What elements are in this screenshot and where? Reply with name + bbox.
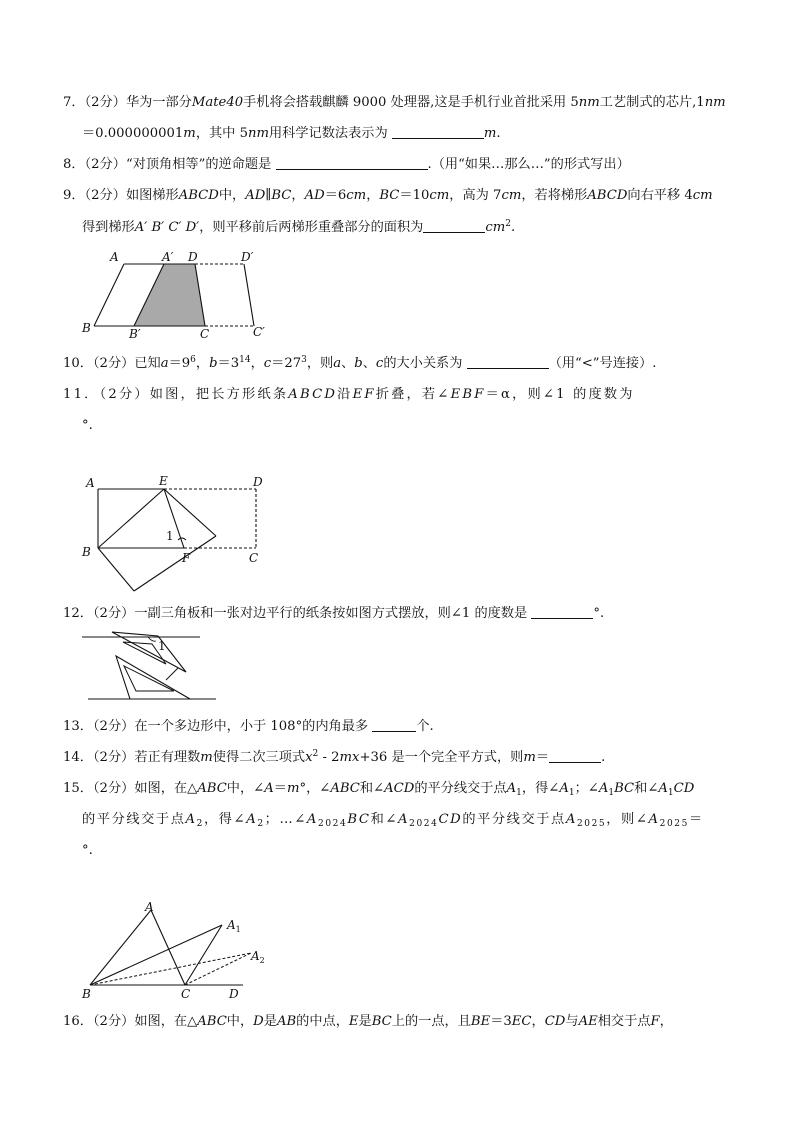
- answer-blank[interactable]: [423, 218, 485, 233]
- label-B-prime: B′: [129, 327, 141, 341]
- overlap-edge: [166, 668, 178, 680]
- question-number: 16．: [63, 1014, 93, 1029]
- question-15-line-3: °.: [82, 843, 93, 858]
- label-D-prime: D′: [241, 250, 254, 264]
- answer-blank[interactable]: [392, 124, 484, 139]
- question-7-line-2: ＝0.000000001m，其中 5nm用科学记数法表示为 m.: [82, 126, 501, 141]
- answer-blank[interactable]: [467, 354, 549, 369]
- trapezoid-translation-figure: [78, 246, 278, 342]
- label-D: D: [253, 475, 263, 489]
- label-C: C: [249, 551, 259, 565]
- label-C-prime: C′: [253, 325, 265, 339]
- label-D: D: [188, 250, 198, 264]
- question-score: （2分）: [92, 781, 135, 796]
- segment-BA1: [90, 925, 222, 985]
- segment-BA2: [90, 953, 251, 985]
- label-B: B: [82, 987, 91, 1001]
- question-score: （2分）: [84, 157, 126, 172]
- label-F: F: [182, 551, 191, 565]
- angle-1-arc: [178, 538, 186, 540]
- question-number: 13．: [63, 719, 93, 734]
- question-13: 13．（2分）在一个多边形中，小于 108°的内角最多 个.: [63, 719, 434, 734]
- label-D: D: [229, 987, 239, 1001]
- angle-1-label: 1: [158, 639, 166, 653]
- answer-blank[interactable]: [531, 604, 593, 619]
- folded-strip-figure: [78, 470, 278, 598]
- segment-AC: [151, 910, 185, 985]
- segment-BA: [90, 910, 151, 985]
- question-score: （2分）: [92, 719, 135, 734]
- question-number: 15．: [63, 781, 93, 796]
- angle-bisector-figure: [78, 898, 278, 1004]
- label-E: E: [159, 474, 168, 488]
- label-A-prime: A′: [162, 250, 174, 264]
- question-11-line-1: 11．（2分）如图，把长方形纸条ABCD沿EF折叠，若∠EBF＝α，则∠1 的度数为: [63, 387, 635, 402]
- folded-edge-left: [98, 548, 134, 591]
- question-score: （2分）: [84, 188, 126, 203]
- set-squares-figure: [82, 628, 222, 704]
- folded-edge-bottom: [134, 536, 216, 591]
- question-10: 10．（2分）已知$a=9^6$，$b=3^{14}$，$c=27^3$，则a、b、c的大小关系为 （用“<”号连接）.: [63, 355, 657, 371]
- question-15-line-2: 的平分线交于点$A_2$，得$\angle A_2$；$\dots\angle A_{2024}BC$和$\angle A_{2024}CD$的平分线交于点$A_{2025}$，则$\angle A_{2025}=$: [82, 812, 704, 829]
- label-B: B: [82, 545, 91, 559]
- segment-EB: [98, 489, 164, 548]
- question-score: （2分）: [92, 606, 135, 621]
- question-score: （2分）: [99, 387, 150, 402]
- answer-blank[interactable]: [276, 155, 428, 170]
- label-A: A: [145, 900, 154, 914]
- angle-1-label: 1: [166, 529, 174, 543]
- angle-1-arc: [148, 637, 156, 641]
- label-A1: $A_1$: [227, 918, 241, 934]
- question-9-line-2: 得到梯形A′ B′ C′ D′，则平移前后两梯形重叠部分的面积为 $cm^2$.: [82, 219, 516, 235]
- answer-blank[interactable]: [549, 748, 601, 763]
- question-score: （2分）: [92, 750, 135, 765]
- question-number: 9．: [63, 188, 85, 203]
- question-7-line-1: 7．（2分）华为一部分Mate40手机将会搭载麒麟 9000 处理器,这是手机行业首批采用 5nm工艺制式的芯片,1nm: [63, 95, 726, 110]
- question-12: 12．（2分）一副三角板和一张对边平行的纸条按如图方式摆放，则∠1 的度数是 °.: [63, 606, 605, 621]
- set-square-45-inner: [124, 666, 174, 691]
- question-9-line-1: 9．（2分）如图梯形ABCD中，AD∥BC，AD＝6cm，BC＝10cm，高为 7cm，若将梯形ABCD向右平移 4cm: [63, 188, 713, 203]
- segment-D1C1: [244, 264, 254, 326]
- label-A: A: [110, 250, 119, 264]
- question-14: 14．（2分）若正有理数m使得二次三项式$x^2 - 2mx+36$ 是一个完全平方式，则m＝ .: [63, 749, 606, 765]
- segment-AB: [94, 264, 124, 326]
- question-score: （2分）: [92, 356, 135, 371]
- label-C: C: [181, 987, 191, 1001]
- answer-blank[interactable]: [372, 717, 416, 732]
- question-number: 8．: [63, 157, 85, 172]
- label-A: A: [86, 476, 95, 490]
- question-number: 11．: [63, 387, 100, 402]
- question-score: （2分）: [84, 95, 126, 110]
- overlap-shaded-region: [134, 264, 205, 326]
- label-C: C: [200, 327, 210, 341]
- question-number: 12．: [63, 606, 93, 621]
- question-11-line-2: °.: [82, 418, 93, 433]
- question-15-line-1: 15．（2分）如图，在△ABC中，∠A＝m°，∠ABC和∠ACD的平分线交于点$A_1$，得$\angle A_1$；$\angle A_1BC$和$\angle A_1CD$: [63, 781, 695, 798]
- question-number: 10．: [63, 356, 93, 371]
- question-8: 8．（2分）“对顶角相等”的逆命题是 .（用“如果…那么…”的形式写出）: [63, 157, 630, 172]
- question-score: （2分）: [92, 1014, 135, 1029]
- question-16: 16．（2分）如图，在△ABC中，D是AB的中点，E是BC上的一点，且BE＝3EC，CD与AE相交于点F，: [63, 1014, 673, 1029]
- question-number: 14．: [63, 750, 93, 765]
- label-A2: $A_2$: [251, 949, 265, 965]
- question-number: 7．: [63, 95, 85, 110]
- label-B: B: [82, 321, 91, 335]
